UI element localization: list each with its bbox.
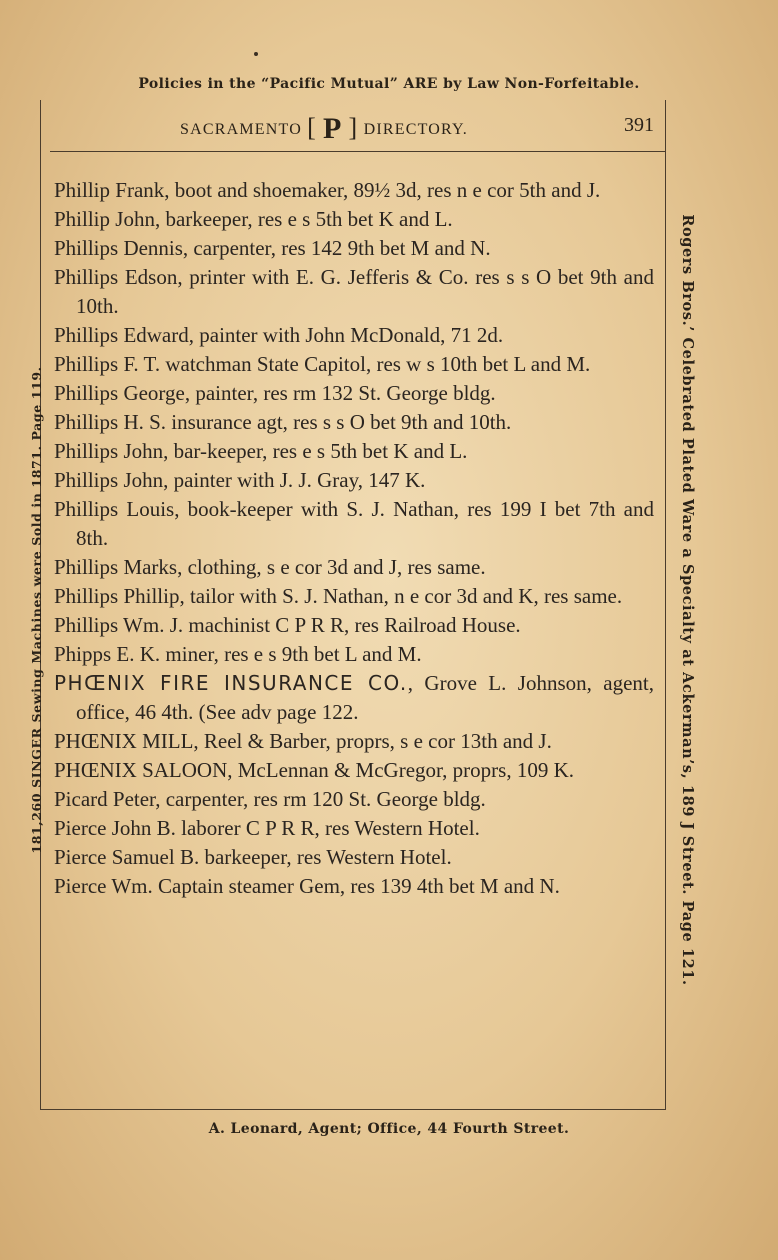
directory-entry: Phillips Dennis, carpenter, res 142 9th bet M and N. bbox=[54, 236, 491, 260]
header-title bbox=[180, 112, 468, 146]
left-margin-advertisement bbox=[19, 320, 59, 900]
header-letter: P bbox=[323, 112, 343, 145]
directory-entry: Phillips H. S. insurance agt, res s s O bet 9th and 10th. bbox=[54, 410, 512, 434]
directory-entry: Phillips Edson, printer with E. G. Jefferis & Co. res s s O bet 9th and 10th. bbox=[54, 265, 654, 318]
page-number: 391 bbox=[624, 114, 654, 136]
directory-entry: Phillips Louis, book-keeper with S. J. Nathan, res 199 I bet 7th and 8th. bbox=[54, 497, 654, 550]
directory-entry: Pierce John B. laborer C P R R, res Western Hotel. bbox=[54, 816, 480, 840]
entry-details: , Grove L. Johnson, agent, office, 46 4th. (See adv page 122. bbox=[76, 671, 654, 724]
directory-entry: Picard Peter, carpenter, res rm 120 St. George bldg. bbox=[54, 787, 486, 811]
right-margin-advertisement bbox=[668, 205, 708, 995]
header-city: SACRAMENTO bbox=[180, 121, 302, 138]
directory-entry: Phillip John, barkeeper, res e s 5th bet K and L. bbox=[54, 207, 453, 231]
directory-entry: Phipps E. K. miner, res e s 9th bet L and M. bbox=[54, 642, 422, 666]
directory-entry: Phillips F. T. watchman State Capitol, res w s 10th bet L and M. bbox=[54, 352, 591, 376]
directory-entry: Pierce Wm. Captain steamer Gem, res 139 4th bet M and N. bbox=[54, 874, 560, 898]
directory-entry-phoenix-fire bbox=[54, 669, 654, 727]
directory-entry: Pierce Samuel B. barkeeper, res Western Hotel. bbox=[54, 845, 452, 869]
directory-entry: Phillips Phillip, tailor with S. J. Nathan, n e cor 3d and K, res same. bbox=[54, 584, 623, 608]
directory-entry: Phillips John, bar-keeper, res e s 5th bet K and L. bbox=[54, 439, 468, 463]
directory-entry: PHŒNIX SALOON, McLennan & McGregor, proprs, 109 K. bbox=[54, 758, 575, 782]
bottom-advertisement: A. Leonard, Agent; Office, 44 Fourth Street. bbox=[208, 1121, 570, 1137]
header-bracket-close: ] bbox=[348, 113, 359, 142]
print-speck bbox=[254, 52, 258, 56]
directory-entry: Phillip Frank, boot and shoemaker, 89½ 3d, res n e cor 5th and J. bbox=[54, 178, 601, 202]
running-header bbox=[50, 108, 666, 152]
directory-entry: Phillips John, painter with J. J. Gray, 147 K. bbox=[54, 468, 426, 492]
directory-entry: PHŒNIX MILL, Reel & Barber, proprs, s e cor 13th and J. bbox=[54, 729, 552, 753]
header-section: DIRECTORY. bbox=[363, 121, 468, 138]
directory-entries bbox=[54, 176, 654, 901]
top-advertisement: Policies in the “Pacific Mutual” ARE by Law Non-Forfeitable. bbox=[138, 76, 640, 92]
directory-entry: Phillips George, painter, res rm 132 St. George bldg. bbox=[54, 381, 496, 405]
directory-entry: Phillips Marks, clothing, s e cor 3d and J, res same. bbox=[54, 555, 486, 579]
directory-entry: Phillips Wm. J. machinist C P R R, res Railroad House. bbox=[54, 613, 521, 637]
header-bracket-open: [ bbox=[307, 113, 318, 142]
entry-business-name: PHŒNIX FIRE INSURANCE CO. bbox=[54, 671, 408, 695]
left-margin-text: 181,260 SINGER Sewing Machines were Sold in 1871. Page 119. bbox=[29, 366, 44, 854]
directory-entry: Phillips Edward, painter with John McDonald, 71 2d. bbox=[54, 323, 504, 347]
right-margin-text: Rogers Bros.’ Celebrated Plated Ware a Specialty at Ackerman’s, 189 J Street. Page 121. bbox=[679, 214, 696, 986]
